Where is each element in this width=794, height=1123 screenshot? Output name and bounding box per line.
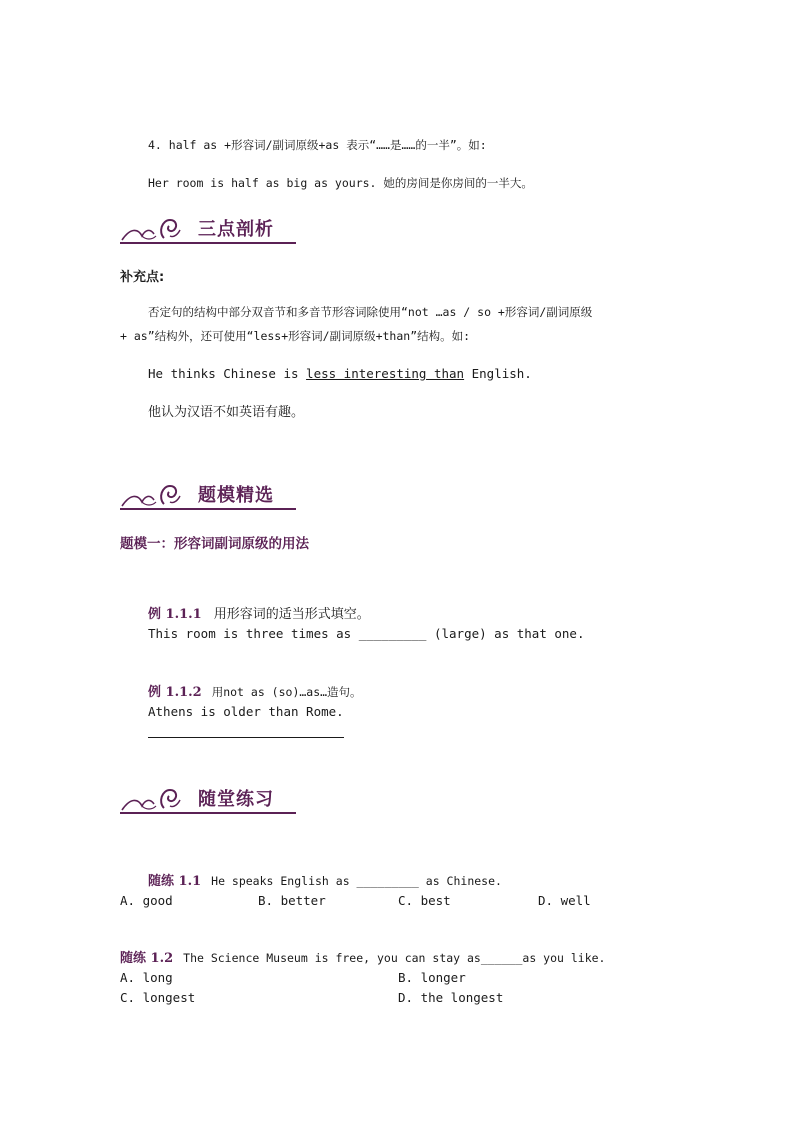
supplement-translation: 他认为汉语不如英语有趣。	[148, 405, 305, 420]
heading-rule	[120, 508, 296, 510]
heading-title: 三点剖析	[198, 219, 274, 240]
flourish-ornament-icon	[120, 214, 190, 242]
heading-title: 题模精选	[198, 485, 274, 506]
example-1-sentence: This room is three times as _________ (large) as that one.	[148, 626, 585, 641]
section-heading-practice	[120, 784, 296, 814]
practice-1-option-d[interactable]: D. well	[538, 893, 591, 908]
practice-1-option-c[interactable]: C. best	[398, 893, 451, 908]
practice-2-option-d[interactable]: D. the longest	[398, 990, 504, 1005]
practice-2-question: 随练 1.2 The Science Museum is free, you can stay as______as you like.	[120, 951, 606, 966]
practice-1-question: 随练 1.1 He speaks English as _________ as Chinese.	[148, 874, 502, 889]
item4-example: Her room is half as big as yours. 她的房间是你房间的一半大。	[148, 176, 533, 190]
flourish-ornament-icon	[120, 784, 190, 812]
problem-type-subtitle: 题模一：形容词副词原级的用法	[120, 536, 309, 552]
underlined-phrase: less interesting than	[306, 366, 465, 381]
practice-2-option-a[interactable]: A. long	[120, 970, 173, 985]
supplement-example: He thinks Chinese is less interesting than English.	[148, 366, 532, 381]
answer-blank-line	[148, 737, 344, 738]
practice-2-option-b[interactable]: B. longer	[398, 970, 466, 985]
example-1-header: 例 1.1.1 用形容词的适当形式填空。	[148, 607, 370, 622]
heading-rule	[120, 242, 296, 244]
section-heading-selected-problems	[120, 480, 296, 510]
item4-line: 4. half as +形容词/副词原级+as 表示“……是……的一半”。如:	[148, 138, 487, 152]
supplement-paragraph-line2: + as”结构外，还可使用“less+形容词/副词原级+than”结构。如:	[120, 329, 471, 343]
practice-2-option-c[interactable]: C. longest	[120, 990, 196, 1005]
practice-1-option-b[interactable]: B. better	[258, 893, 326, 908]
heading-title: 随堂练习	[198, 789, 274, 810]
supplement-paragraph-line1: 否定句的结构中部分双音节和多音节形容词除使用“not …as / so +形容词/副词原级	[148, 305, 593, 319]
flourish-ornament-icon	[120, 480, 190, 508]
practice-1-option-a[interactable]: A. good	[120, 893, 173, 908]
supplement-label: 补充点:	[120, 270, 165, 285]
section-heading-analysis	[120, 214, 296, 244]
heading-rule	[120, 812, 296, 814]
example-2-sentence: Athens is older than Rome.	[148, 704, 344, 719]
example-2-header: 例 1.1.2 用not as (so)…as…造句。	[148, 685, 362, 700]
